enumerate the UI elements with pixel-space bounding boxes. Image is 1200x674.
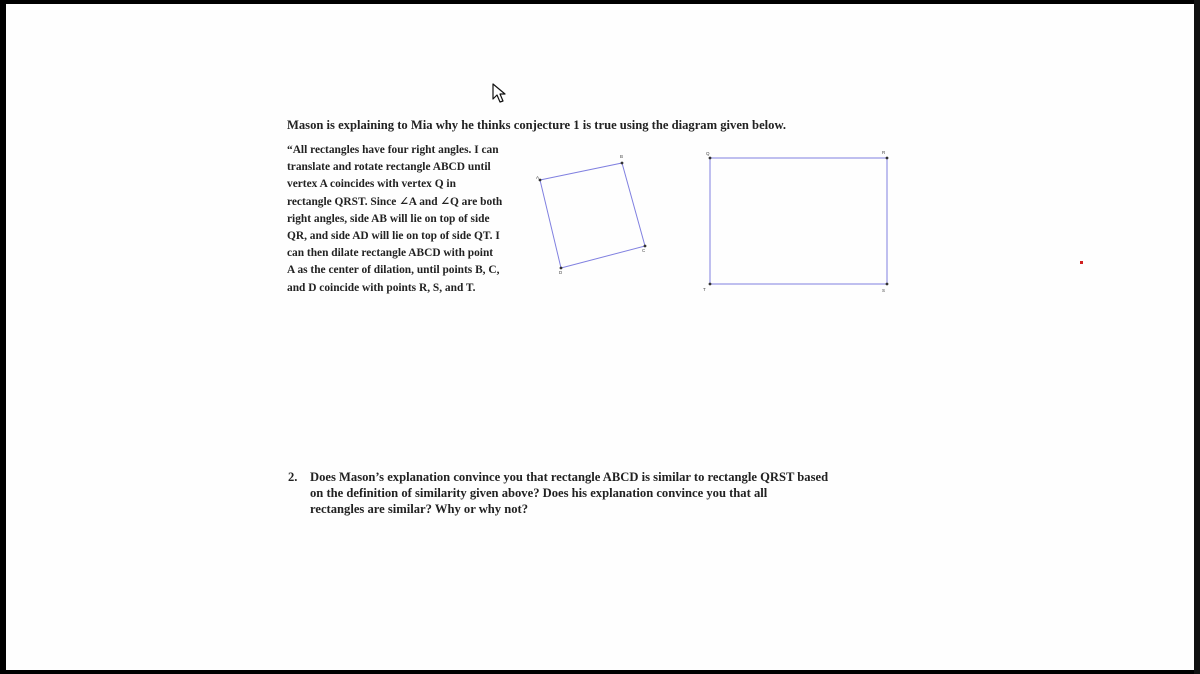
label-d: D — [559, 270, 563, 275]
label-r: R — [882, 150, 886, 155]
question-text — [310, 469, 828, 517]
vertex-q — [709, 157, 712, 160]
label-t: T — [703, 287, 706, 292]
label-s: S — [882, 288, 886, 293]
quote-line: A as the center of dilation, until points B, C, — [287, 264, 500, 277]
vertex-d — [560, 267, 563, 270]
label-b: B — [620, 154, 624, 159]
vertex-r — [886, 157, 889, 160]
label-q: Q — [706, 151, 710, 156]
question-line: on the definition of similarity given above? Does his explanation convince you that all — [310, 486, 768, 500]
intro-text: Mason is explaining to Mia why he thinks conjecture 1 is true using the diagram given below. — [287, 118, 786, 132]
rectangle-qrst — [710, 158, 887, 284]
quote-line: translate and rotate rectangle ABCD until — [287, 161, 491, 174]
viewer-frame-edge — [1194, 0, 1200, 674]
red-dot — [1080, 261, 1083, 264]
mouse-pointer-icon — [492, 83, 508, 105]
label-c: C — [642, 248, 646, 253]
label-a: A — [536, 175, 540, 180]
quote-line: QR, and side AD will lie on top of side QT. I — [287, 230, 500, 243]
rectangle-abcd — [540, 163, 645, 268]
vertex-b — [621, 162, 624, 165]
vertex-s — [886, 283, 889, 286]
document-page — [6, 4, 1194, 670]
vertex-a — [539, 179, 542, 182]
quote-line: can then dilate rectangle ABCD with point — [287, 247, 494, 260]
quote-line: right angles, side AB will lie on top of side — [287, 212, 490, 225]
question-line: Does Mason’s explanation convince you that rectangle ABCD is similar to rectangle QRST based — [310, 470, 829, 484]
question-line: rectangles are similar? Why or why not? — [310, 502, 529, 516]
quote-line: and D coincide with points R, S, and T. — [287, 281, 476, 294]
vertex-t — [709, 283, 712, 286]
question-number: 2. — [288, 470, 298, 484]
quote-line: “All rectangles have four right angles. I can — [287, 144, 499, 156]
quote-line: rectangle QRST. Since ∠A and ∠Q are both — [287, 195, 503, 208]
rectangles-diagram — [6, 4, 1194, 670]
vertex-c — [644, 245, 647, 248]
quote-line: vertex A coincides with vertex Q in — [287, 178, 456, 191]
